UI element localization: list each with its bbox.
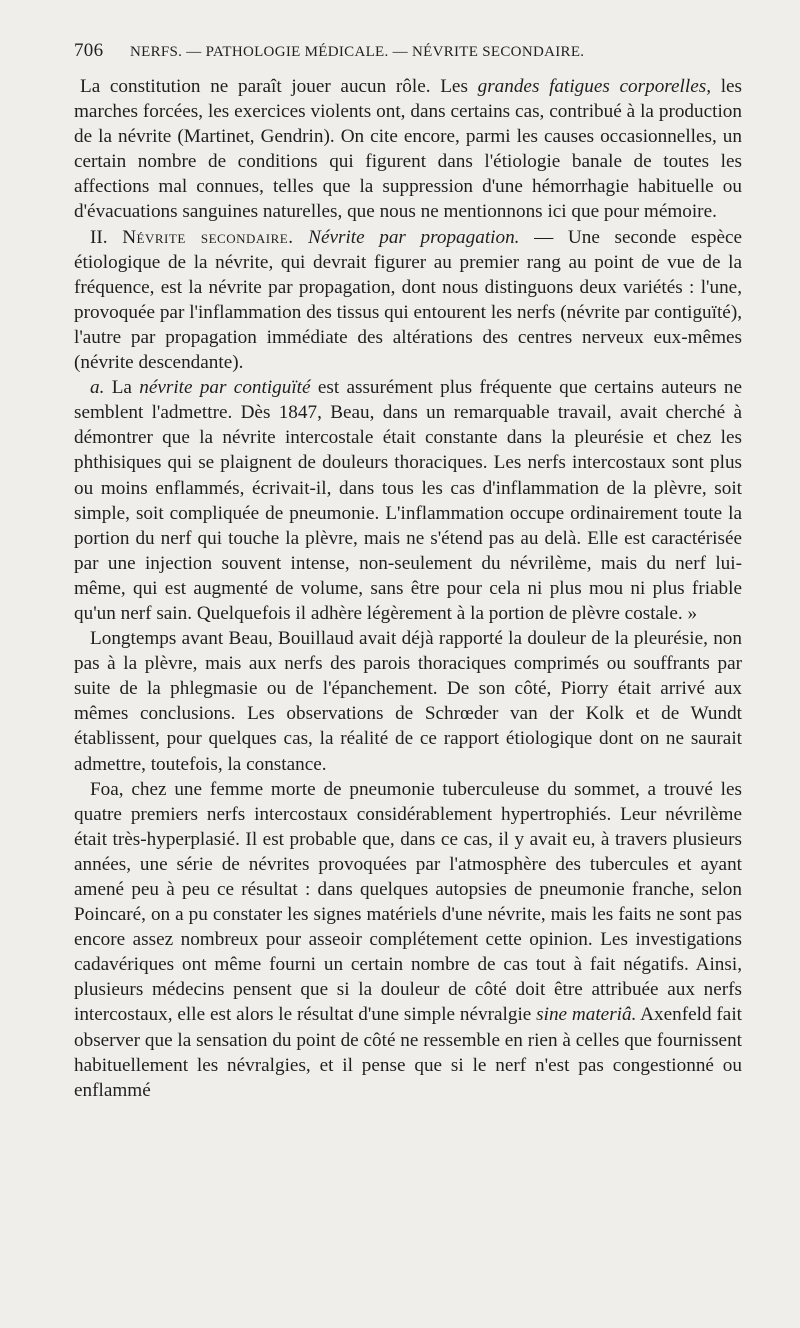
p3-text-b: est assurément plus fréquente que certains auteurs ne semblent l'admettre. Dès 1847, Beau, dans un remarquable travail, avait cherché à démontrer que la névrite intercostale était constante dans la pleurésie et chez les phthisiques qui se plaignent de douleurs thoraciques. Les nerfs intercostaux sont plus ou moins enflammés, écrivait-il, dans tous les cas d'inflammation de la plèvre, soit simple, soit compliquée de pneumonie. L'inflammation occupe ordinairement toute la portion du nerf qui touche la plèvre, mais ne s'étend pas au delà. Elle est caractérisée par une injection souvent intense, non-seulement du névrilème, mais du nerf lui-même, qui est augmenté de volume, sans être pour cela ni plus mou ni plus friable qu'un nerf sain. Quelquefois il adhère légèrement à la portion de plèvre costale. » bbox=[74, 377, 742, 624]
running-head: NERFS. — PATHOLOGIE MÉDICALE. — NÉVRITE SECONDAIRE. bbox=[130, 44, 585, 60]
p5-text-a: Foa, chez une femme morte de pneumonie tuberculeuse du sommet, a trouvé les quatre premiers nerfs intercostaux considérablement hypertrophiés. Leur névrilème était très-hyperplasié. Il est probable que, dans ce cas, il y avait eu, à travers plusieurs années, une série de névrites provoquées par l'atmosphère des tubercules et ayant amené peu à peu ce résultat : dans quelques autopsies de pneumonie franche, selon Poincaré, on a pu constater les signes matériels d'une névrite, mais les faits ne sont pas encore assez nombreux pour asseoir complétement cette opinion. Les investigations cadavériques ont même fourni un certain nombre de cas tout à fait négatifs. Ainsi, plusieurs médecins pensent que si la douleur de côté doit être attribuée aux nerfs intercostaux, elle est alors le résultat d'une simple névralgie bbox=[74, 778, 742, 1026]
paragraph-3 bbox=[74, 375, 742, 626]
paragraph-4: Longtemps avant Beau, Bouillaud avait déjà rapporté la douleur de la pleurésie, non pas à la plèvre, mais aux nerfs des parois thoraciques comprimés ou souffrants par suite de la phlegmasie ou de l'épanchement. De son côté, Piorry était arrivé aux mêmes conclusions. Les observations de Schrœder van der Kolk et de Wundt établissent, pour quelques cas, la réalité de ce rapport étiologique dont on ne saurait admettre, toutefois, la constance. bbox=[74, 628, 742, 775]
p1-emphasis: grandes fatigues corporelles, bbox=[477, 76, 712, 97]
p2-section-title: Névrite secondaire. bbox=[122, 226, 294, 248]
body-text bbox=[74, 74, 742, 1103]
paragraph-1 bbox=[74, 74, 742, 225]
paragraph-2 bbox=[74, 225, 742, 376]
p3-item-letter: a. bbox=[90, 377, 105, 399]
page-header bbox=[74, 40, 742, 74]
p5-text-b: Axenfeld fait observer que la sensation du point de côté ne ressemble en rien à celles que fournissent habituellement les névralgies, et il pense que si le nerf n'est pas congestionné ou enflammé bbox=[74, 1004, 742, 1101]
p3-emphasis: névrite par contiguïté bbox=[139, 377, 311, 399]
paragraph-5 bbox=[74, 777, 742, 1103]
p3-text-a: La bbox=[104, 377, 140, 399]
page-number: 706 bbox=[74, 40, 104, 61]
p1-text-b: les marches forcées, les exercices violents ont, dans certains cas, contribué à la production de la névrite (Martinet, Gendrin). On cite encore, parmi les causes occasionnelles, un certain nombre de conditions qui figurent dans l'étiologie banale de toutes les affections mal connues, telles que la suppression d'une hémorrhagie habituelle ou d'évacuations sanguines naturelles, que nous ne mentionnons ici que pour mémoire. bbox=[74, 76, 743, 223]
p5-emphasis: sine materiâ. bbox=[536, 1004, 637, 1026]
p2-section-number: II. bbox=[90, 226, 123, 248]
p1-text-a: La constitution ne paraît jouer aucun rôle. Les bbox=[80, 76, 478, 97]
p2-emphasis: Névrite par propagation. bbox=[293, 226, 520, 248]
p2-text: — Une seconde espèce étiologique de la névrite, qui devrait figurer au premier rang au point de vue de la fréquence, est la névrite par propagation, dont nous distinguons deux variétés : l'une, provoquée par l'inflammation des tissus qui entourent les nerfs (névrite par contiguïté), l'autre par propagation immédiate des altérations des centres nerveux eux-mêmes (névrite descendante). bbox=[74, 226, 743, 374]
